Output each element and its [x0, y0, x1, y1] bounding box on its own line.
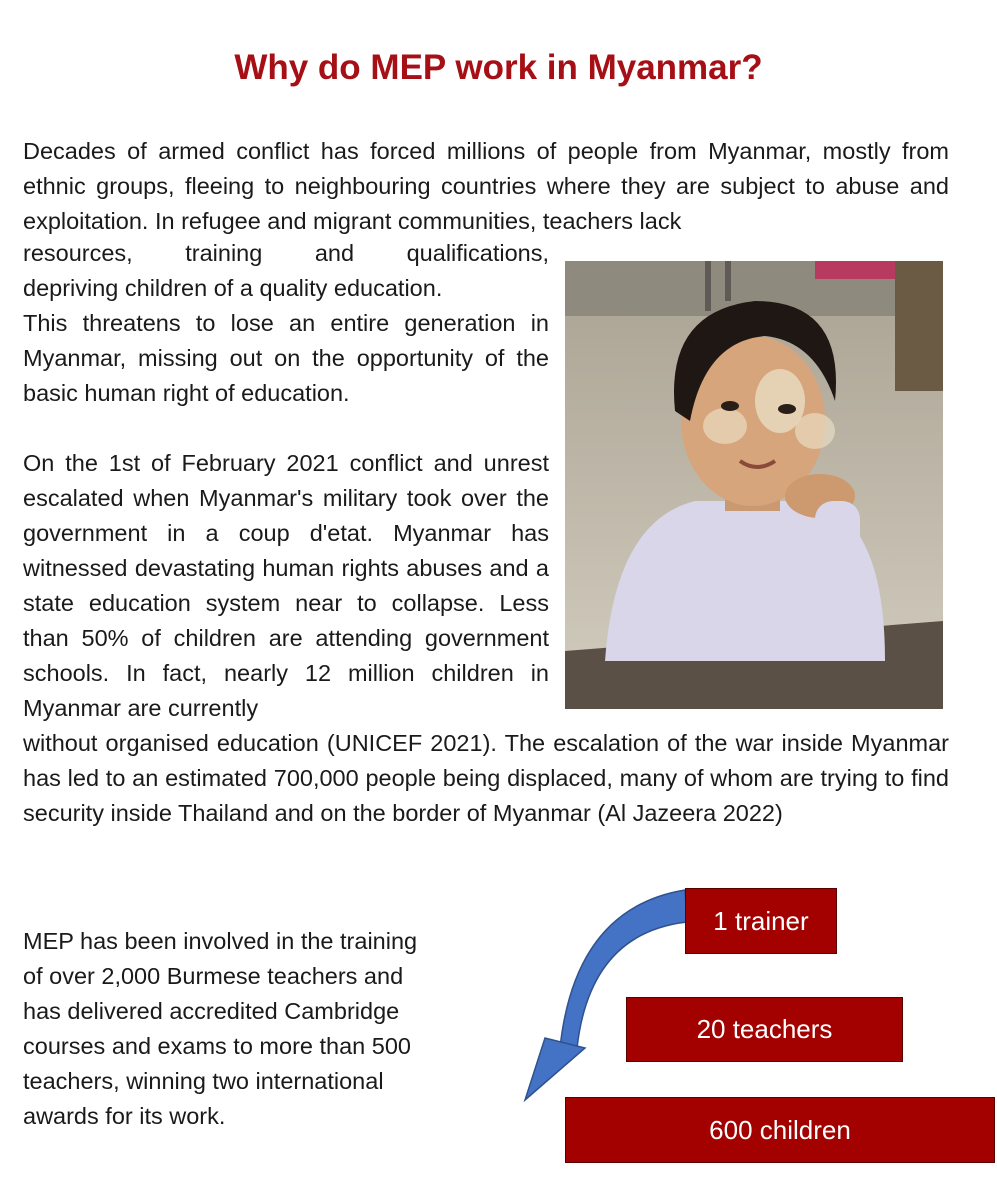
page-title: Why do MEP work in Myanmar?: [234, 48, 763, 87]
mep-stats-paragraph: MEP has been involved in the training of over 2,000 Burmese teachers and has delivered accredited Cambridge courses and exams to more than 500 teachers, winning two international awards for its work.: [23, 928, 418, 1129]
intro-paragraph-continued: This threatens to lose an entire generation in Myanmar, missing out on the opportunity of the basic human right of education.: [23, 310, 549, 406]
coup-paragraph: On the 1st of February 2021 conflict and unrest escalated when Myanmar's military took over the government in a coup d'etat. Myanmar has witnessed devastating human rights abuses and a state education system near to collapse. Less than 50% of children are attending government schools. In fact, nearly 12 million children in Myanmar are currently: [23, 450, 549, 721]
intro-paragraph-line: depriving children of a quality education.: [23, 275, 443, 301]
cascade-box-children: [565, 1097, 995, 1163]
cascade-label: 20 teachers: [696, 1014, 833, 1044]
cascade-box-teachers: [626, 997, 903, 1062]
child-photo: [565, 261, 943, 709]
coup-paragraph-continued: without organised education (UNICEF 2021). The escalation of the war inside Myanmar has led to an estimated 700,000 people being displaced, many of whom are trying to find security inside Thailand and on the border of Myanmar (Al Jazeera 2022): [23, 730, 949, 826]
intro-paragraph: Decades of armed conflict has forced millions of people from Myanmar, mostly from ethnic groups, fleeing to neighbouring countries where they are subject to abuse and exploitation. In refugee and migrant communities, teachers lack: [23, 138, 949, 234]
cascade-label: 1 trainer: [713, 905, 809, 936]
intro-paragraph-line: resources, training and qualifications,: [23, 240, 549, 266]
cascade-box-trainer: [685, 888, 837, 954]
cascade-label: 600 children: [709, 1114, 851, 1145]
